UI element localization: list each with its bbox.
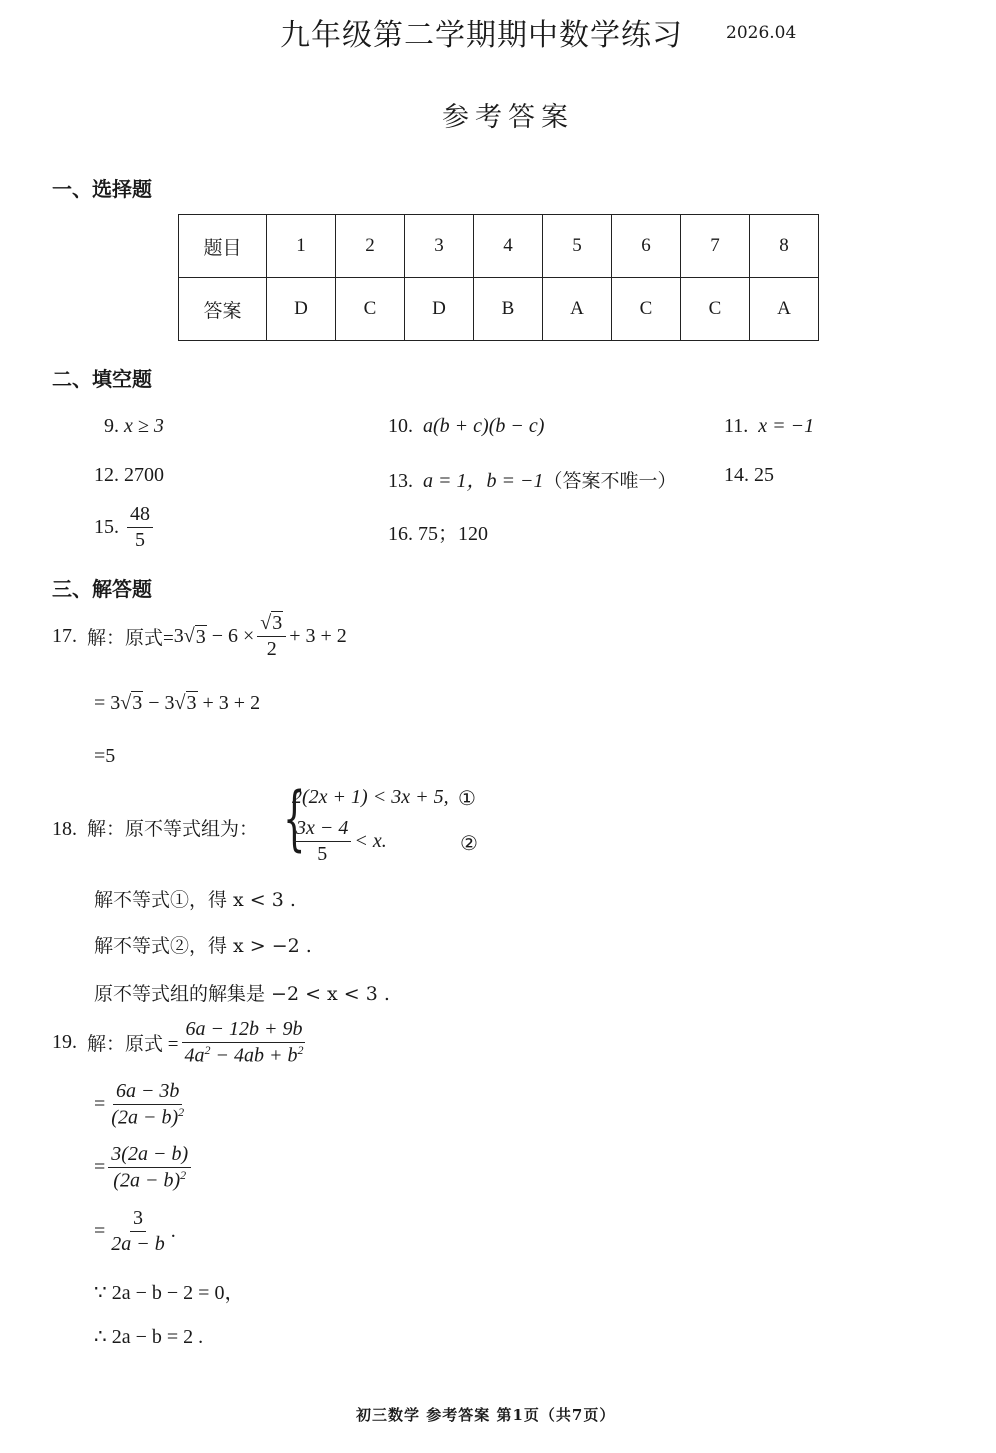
page-title: 九年级第二学期期中数学练习 [280, 18, 683, 53]
q19-line3 [94, 1143, 194, 1193]
table-cell: C [681, 278, 750, 341]
q19-because: ∵ 2a − b − 2 = 0， [94, 1282, 245, 1304]
q18-step1: 解不等式①，得 x < 3 . [94, 889, 296, 911]
numerator: 3x − 4 [293, 817, 351, 842]
table-cell: 7 [681, 215, 750, 278]
table-cell: C [336, 278, 405, 341]
section-heading-fill: 二、填空题 [52, 367, 152, 391]
table-row-numbers [179, 215, 819, 278]
fraction [108, 1143, 191, 1193]
inequality-1 [292, 786, 449, 809]
fraction [257, 612, 286, 661]
expr: = 3 [94, 692, 121, 714]
q17-line1: 17. 解：原式= 3 √ 3 − 6 × $\frac{√3}{2}$ + 3 + 2 [52, 612, 347, 660]
row-label: 题目 [179, 215, 267, 278]
table-row-answers [179, 278, 819, 341]
question-number: 16. [388, 523, 413, 545]
answer-q13 [388, 464, 677, 493]
question-number: 10. [388, 415, 413, 437]
answer-q15 [94, 503, 156, 552]
q19-therefore: ∴ 2a − b = 2 . [94, 1326, 204, 1348]
question-number: 11. [724, 415, 749, 437]
question-number: 12. [94, 464, 119, 486]
section-heading-choice: 一、选择题 [52, 177, 152, 201]
answer-text: x ≥ 3 [124, 415, 164, 437]
numerator: 6a − 12b + 9b [182, 1018, 305, 1043]
period: . [170, 1220, 176, 1242]
answer-text: a = 1，b = −1 [423, 470, 544, 492]
question-number: 19. [52, 1031, 77, 1054]
numerator: 6a − 3b [113, 1080, 183, 1105]
denominator [108, 1105, 187, 1130]
table-cell: 2 [336, 215, 405, 278]
q17-line3: =5 [94, 745, 116, 767]
answer-q11 [724, 415, 814, 438]
expr: + 3 + 2 [202, 692, 261, 714]
table-cell: D [405, 278, 474, 341]
answer-text: 25 [754, 464, 774, 486]
q18-step3: 原不等式组的解集是 −2 < x < 3 . [94, 983, 390, 1005]
expr: − 3 [148, 692, 175, 714]
table-cell: 5 [543, 215, 612, 278]
radicand: 3 [186, 692, 197, 714]
answer-text: 2700 [124, 464, 164, 486]
table-cell: 4 [474, 215, 543, 278]
question-number: 14. [724, 464, 749, 486]
inequality-text: 2(2x + 1) < 3x + 5, [292, 786, 449, 808]
exponent: 2 [204, 1043, 211, 1057]
table-cell: 8 [750, 215, 819, 278]
question-number: 17. [52, 625, 77, 647]
expr: − 6 × [211, 625, 255, 647]
denominator: 5 [317, 843, 328, 865]
denominator [181, 1043, 306, 1068]
row-label: 答案 [179, 278, 267, 341]
page-subtitle: 参考答案 [442, 102, 574, 133]
answer-q10 [388, 415, 544, 438]
circle-mark-2: ② [460, 833, 478, 855]
answer-q16 [388, 517, 488, 546]
answer-text: 75；120 [418, 523, 488, 545]
page-footer: 初三数学 参考答案 第1页（共7页） [356, 1406, 616, 1424]
answer-q9 [104, 415, 164, 438]
numerator: 48 [127, 503, 153, 528]
answer-table [178, 214, 819, 341]
radicand: 3 [195, 625, 206, 648]
table-cell: 3 [405, 215, 474, 278]
answer-text: x = −1 [758, 415, 815, 437]
equals: = [94, 1156, 106, 1179]
numerator: 3 [130, 1207, 146, 1232]
circle-mark-1: ① [458, 788, 476, 810]
question-number: 9. [104, 415, 119, 437]
term: (2a − b) [113, 1169, 181, 1192]
q18-step2: 解不等式②，得 x > −2 . [94, 935, 312, 957]
question-number: 13. [388, 470, 413, 492]
coef: 3 [173, 625, 184, 647]
term: 4a [184, 1044, 205, 1067]
numerator: 3(2a − b) [108, 1143, 191, 1168]
denominator [110, 1168, 189, 1193]
exponent: 2 [180, 1168, 187, 1182]
radicand: 3 [272, 612, 283, 634]
question-number: 15. [94, 516, 119, 538]
expr: + 3 + 2 [289, 625, 347, 647]
denominator: 2a − b [111, 1233, 165, 1255]
answer-note: （答案不唯一） [543, 471, 677, 492]
lead-text: 解：原式 = [87, 1034, 179, 1056]
table-cell: 1 [267, 215, 336, 278]
table-cell: D [267, 278, 336, 341]
q19-line4 [94, 1207, 176, 1256]
fraction [181, 1018, 306, 1068]
lead-text: 解：原式= [87, 628, 174, 649]
equals: = [94, 1220, 106, 1242]
question-number: 18. [52, 818, 77, 840]
radicand: 3 [132, 692, 143, 714]
fraction [108, 1207, 168, 1256]
inequality-text: < x. [354, 830, 387, 852]
term: (2a − b) [111, 1106, 179, 1129]
fraction [127, 503, 153, 552]
equals: = [94, 1093, 106, 1116]
exponent: 2 [178, 1105, 185, 1119]
term: − 4ab + b [215, 1044, 298, 1067]
fraction [108, 1080, 187, 1130]
exam-date: 2026.04 [726, 23, 797, 43]
answer-text: a(b + c)(b − c) [423, 415, 545, 437]
table-cell: A [543, 278, 612, 341]
section-heading-solve: 三、解答题 [52, 577, 152, 601]
denominator: 2 [266, 638, 277, 660]
answer-q12 [94, 464, 164, 487]
exponent: 2 [297, 1043, 304, 1057]
q17-line2: = 3√3 − 3√3 + 3 + 2 [94, 692, 261, 714]
q19-line1 [52, 1018, 309, 1068]
q18-lead [52, 814, 258, 841]
denominator: 5 [135, 529, 145, 551]
table-cell: C [612, 278, 681, 341]
table-cell: A [750, 278, 819, 341]
table-cell: 6 [612, 215, 681, 278]
answer-q14 [724, 464, 774, 487]
brace: { [283, 777, 306, 859]
table-cell: B [474, 278, 543, 341]
numerator: √3 [257, 612, 286, 637]
inequality-2 [290, 817, 387, 866]
lead-text: 解：原不等式组为： [87, 819, 259, 840]
q19-line2 [94, 1080, 190, 1130]
fraction [293, 817, 351, 866]
